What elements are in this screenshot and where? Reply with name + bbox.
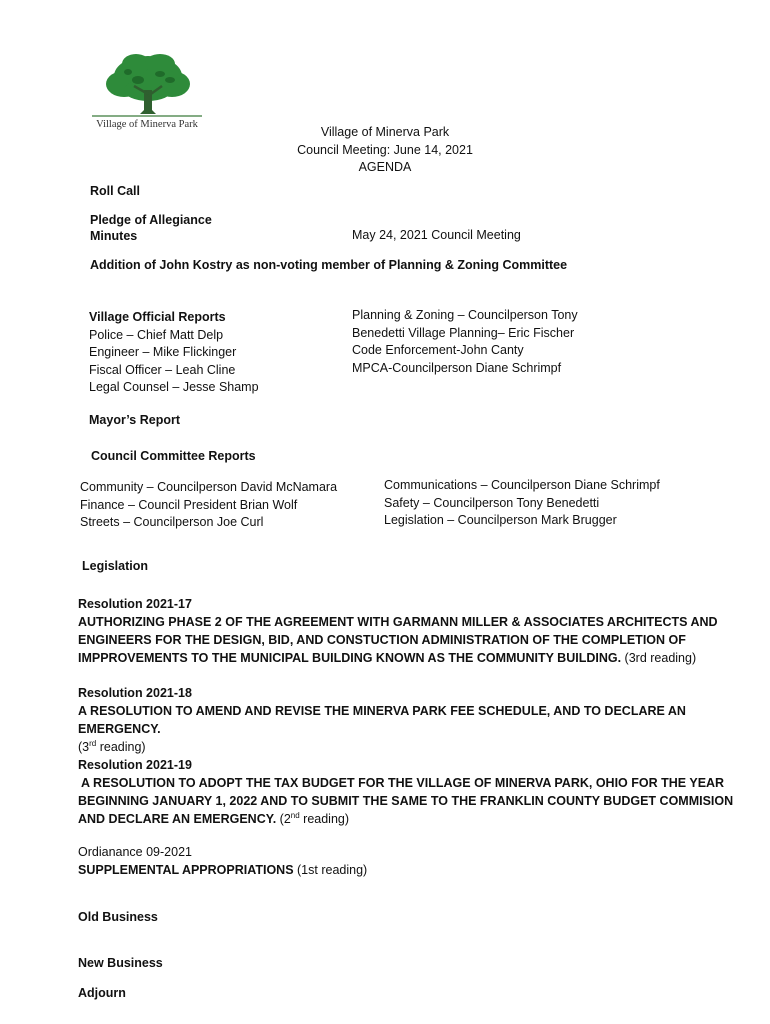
header-meeting-date: Council Meeting: June 14, 2021 xyxy=(297,142,473,157)
resolution-text-line: AUTHORIZING PHASE 2 OF THE AGREEMENT WITH GARMANN MILLER & ASSOCIATES ARCHITECTS AND xyxy=(78,615,718,629)
resolution-text-line: IMPPROVEMENTS TO THE MUNICIPAL BUILDING KNOWN AS THE COMMUNITY BUILDING. xyxy=(78,651,622,665)
minutes-label: Minutes xyxy=(90,229,138,243)
committee-reports-right xyxy=(384,477,660,530)
village-reports-left xyxy=(89,309,259,397)
resolution-text-line: ENGINEERS FOR THE DESIGN, BID, AND CONSTUCTION ADMINISTRATION OF THE COMPLETION OF xyxy=(78,633,686,647)
resolution-2021-18 xyxy=(78,684,738,756)
header-village: Village of Minerva Park xyxy=(320,125,450,139)
old-business: Old Business xyxy=(78,910,158,924)
reading-note: (3rd reading) xyxy=(624,651,697,665)
oak-tree-icon xyxy=(88,50,206,120)
ordinance-09-2021 xyxy=(78,843,738,879)
new-business: New Business xyxy=(78,956,163,970)
village-reports-heading: Village Official Reports xyxy=(89,310,226,324)
legislation-heading: Legislation xyxy=(82,559,148,573)
report-item: Benedetti Village Planning– Eric Fischer xyxy=(352,325,575,340)
village-logo xyxy=(88,50,206,132)
report-item: Legal Counsel – Jesse Shamp xyxy=(89,380,259,394)
report-item: Code Enforcement-John Canty xyxy=(352,343,524,357)
pledge-of-allegiance: Pledge of Allegiance xyxy=(90,213,212,227)
committee-item: Streets – Councilperson Joe Curl xyxy=(80,515,264,529)
roll-call: Roll Call xyxy=(90,184,141,198)
committee-item: Legislation – Councilperson Mark Brugger xyxy=(384,513,617,527)
resolution-title: Resolution 2021-19 xyxy=(78,758,192,772)
resolution-title: Resolution 2021-18 xyxy=(78,686,192,700)
resolution-title: Resolution 2021-17 xyxy=(78,597,192,611)
report-item: MPCA-Councilperson Diane Schrimpf xyxy=(352,360,562,375)
committee-item: Finance – Council President Brian Wolf xyxy=(80,497,298,512)
committee-item: Communications – Councilperson Diane Schrimpf xyxy=(384,478,660,492)
ordinance-title: Ordianance 09-2021 xyxy=(78,845,192,859)
logo-caption: Village of Minerva Park xyxy=(96,119,198,130)
header-agenda: AGENDA xyxy=(358,160,412,174)
resolution-text-line: BEGINNING JANUARY 1, 2022 AND TO SUBMIT THE SAME TO THE FRANKLIN COUNTY BUDGET COMMISION xyxy=(78,794,734,808)
addition-item: Addition of John Kostry as non-voting member of Planning & Zoning Committee xyxy=(90,258,568,272)
committee-reports-left xyxy=(80,479,337,532)
ordinance-body: SUPPLEMENTAL APPROPRIATIONS xyxy=(78,863,294,877)
report-item: Police – Chief Matt Delp xyxy=(89,327,224,342)
report-item: Planning & Zoning – Councilperson Tony xyxy=(352,308,578,322)
reading-note: (3rd reading) xyxy=(78,738,146,754)
report-item: Fiscal Officer – Leah Cline xyxy=(89,362,236,377)
reading-note: (1st reading) xyxy=(297,863,368,877)
village-reports-right xyxy=(352,307,578,377)
report-item: Engineer – Mike Flickinger xyxy=(89,345,237,359)
mayors-report: Mayor’s Report xyxy=(89,413,180,427)
minutes-value: May 24, 2021 Council Meeting xyxy=(352,228,521,242)
adjourn: Adjourn xyxy=(78,986,126,1000)
reading-note: (2nd reading) xyxy=(279,810,350,826)
resolution-text-line: A RESOLUTION TO ADOPT THE TAX BUDGET FOR THE VILLAGE OF MINERVA PARK, OHIO FOR THE YEAR xyxy=(78,776,725,790)
resolution-text-line: AND DECLARE AN EMERGENCY. xyxy=(78,812,277,826)
meeting-header xyxy=(0,124,770,177)
resolution-2021-17 xyxy=(78,595,738,667)
committee-item: Community – Councilperson David McNamara xyxy=(80,480,338,494)
committee-item: Safety – Councilperson Tony Benedetti xyxy=(384,495,600,510)
committee-reports-heading: Council Committee Reports xyxy=(91,449,256,463)
resolution-text-line: A RESOLUTION TO AMEND AND REVISE THE MINERVA PARK FEE SCHEDULE, AND TO DECLARE AN EMERGENCY. xyxy=(78,704,686,736)
resolution-2021-19 xyxy=(78,756,738,828)
